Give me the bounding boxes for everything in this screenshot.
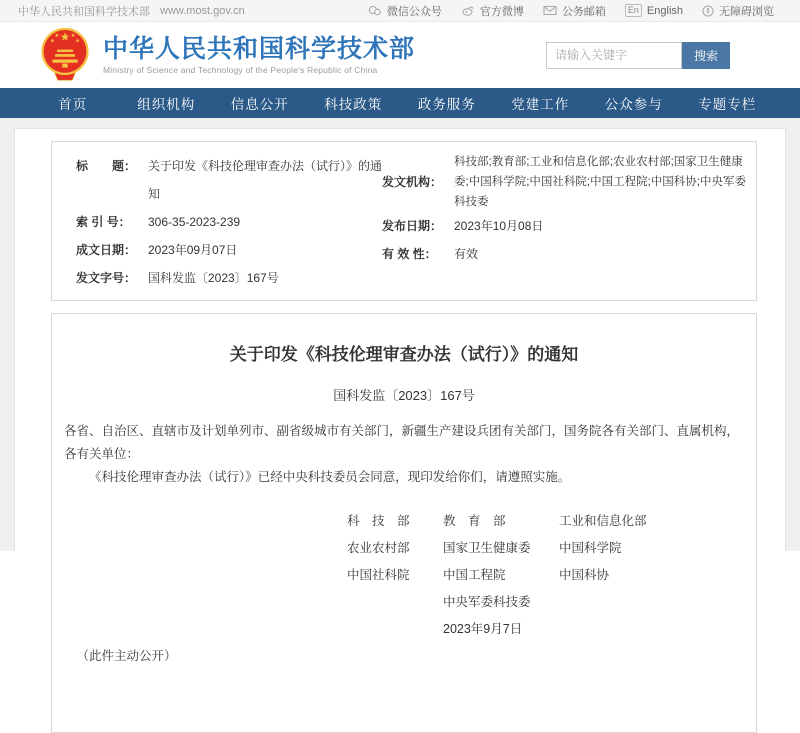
meta-title-value: 关于印发《科技伦理审查办法（试行）》的通知 — [148, 159, 383, 201]
meta-validity-row — [382, 240, 746, 268]
site-name: 中华人民共和国科学技术部 — [18, 5, 150, 18]
nav-item-home[interactable]: 首页 — [58, 97, 88, 112]
site-identity — [18, 3, 245, 19]
national-emblem-icon — [38, 26, 92, 84]
meta-written-date-label: 成文日期： — [76, 243, 137, 257]
signer: 中央军委科技委 — [443, 595, 531, 609]
wechat-link[interactable]: 微信公众号 — [368, 3, 442, 19]
article-paragraphs — [64, 420, 744, 489]
top-links — [368, 3, 774, 19]
meta-doc-number-row — [76, 264, 382, 292]
meta-publish-date-label: 发布日期： — [382, 219, 443, 233]
meta-validity-value: 有效 — [454, 247, 479, 261]
site-search — [546, 42, 730, 69]
nav-item-party-building[interactable]: 党建工作 — [511, 97, 570, 112]
nav-item-special-topics[interactable]: 专题专栏 — [698, 97, 757, 112]
metadata-right-column — [382, 152, 746, 292]
meta-validity-label: 有 效 性： — [382, 247, 437, 261]
article-disclosure-note: （此件主动公开） — [76, 649, 177, 663]
meta-issuing-row — [382, 152, 746, 212]
signer: 中国科协 — [559, 568, 610, 582]
nav-item-gov-services[interactable]: 政务服务 — [417, 97, 476, 112]
search-button[interactable]: 搜索 — [682, 42, 730, 69]
meta-index-label: 索 引 号： — [76, 215, 131, 229]
document-metadata — [51, 141, 757, 301]
signer: 工业和信息化部 — [559, 514, 647, 528]
meta-publish-date-value: 2023年10月08日 — [454, 219, 544, 233]
meta-written-date-value: 2023年09月07日 — [148, 243, 238, 257]
english-link[interactable]: En English — [625, 4, 683, 17]
nav-item-public-participation[interactable]: 公众参与 — [604, 97, 663, 112]
mail-link[interactable]: 公务邮箱 — [543, 3, 606, 19]
meta-publish-date-row — [382, 212, 746, 240]
meta-doc-number-label: 发文字号： — [76, 271, 137, 285]
weibo-icon — [461, 5, 475, 17]
meta-issuing-value: 科技部;教育部;工业和信息化部;农业农村部;国家卫生健康委;中国科学院;中国社科院;中国工程院;中国科协;中央军委科技委 — [454, 156, 746, 208]
mail-icon — [543, 5, 557, 16]
site-header — [0, 22, 800, 88]
accessibility-icon — [702, 5, 714, 17]
meta-written-date-row — [76, 236, 382, 264]
signer: 中国科学院 — [559, 541, 622, 555]
wechat-icon — [368, 5, 382, 17]
signer: 国家卫生健康委 — [443, 541, 531, 555]
signer: 中国工程院 — [443, 568, 506, 582]
meta-issuing-label: 发文机构： — [382, 175, 443, 189]
metadata-left-column — [76, 152, 382, 292]
site-url[interactable]: www.most.gov.cn — [160, 4, 245, 17]
main-nav — [0, 88, 800, 118]
article-paragraph: 《科技伦理审查办法（试行）》已经中央科技委员会同意，现印发给你们，请遵照实施。 — [89, 470, 571, 484]
signer: 教 育 部 — [443, 514, 506, 528]
weibo-link[interactable]: 官方微博 — [461, 3, 524, 19]
nav-item-organization[interactable]: 组织机构 — [137, 97, 196, 112]
meta-title-label: 标 题： — [76, 159, 137, 173]
signer: 农业农村部 — [347, 541, 410, 555]
article-doc-number: 国科发监〔2023〕167号 — [333, 388, 475, 403]
meta-doc-number-value: 国科发监〔2023〕167号 — [148, 271, 279, 285]
meta-index-value: 306-35-2023-239 — [148, 215, 241, 229]
accessibility-link[interactable]: 无障碍浏览 — [702, 3, 774, 19]
nav-item-sci-tech-policy[interactable]: 科技政策 — [324, 97, 383, 112]
signer: 科 技 部 — [347, 514, 410, 528]
site-title-en: Ministry of Science and Technology of the People's Republic of China — [103, 65, 378, 75]
article-paragraph: 各省、自治区、直辖市及计划单列市、副省级城市有关部门，新疆生产建设兵团有关部门，国务院各有关部门、直属机构，各有关单位： — [64, 424, 740, 461]
nav-item-info-disclosure[interactable]: 信息公开 — [230, 97, 289, 112]
top-utility-bar — [0, 0, 800, 22]
meta-title-row — [76, 152, 382, 208]
main-area — [0, 118, 800, 663]
content-card — [14, 128, 786, 663]
article-title: 关于印发《科技伦理审查办法（试行）》的通知 — [229, 345, 579, 364]
signer: 中国社科院 — [347, 568, 410, 582]
site-titles — [103, 35, 415, 75]
article-body — [51, 313, 757, 733]
meta-index-row — [76, 208, 382, 236]
site-title-cn: 中华人民共和国科学技术部 — [103, 35, 416, 63]
search-input[interactable] — [546, 42, 682, 69]
article-date: 2023年9月7日 — [443, 622, 523, 636]
signature-block — [347, 511, 744, 640]
en-icon: En — [625, 4, 642, 17]
